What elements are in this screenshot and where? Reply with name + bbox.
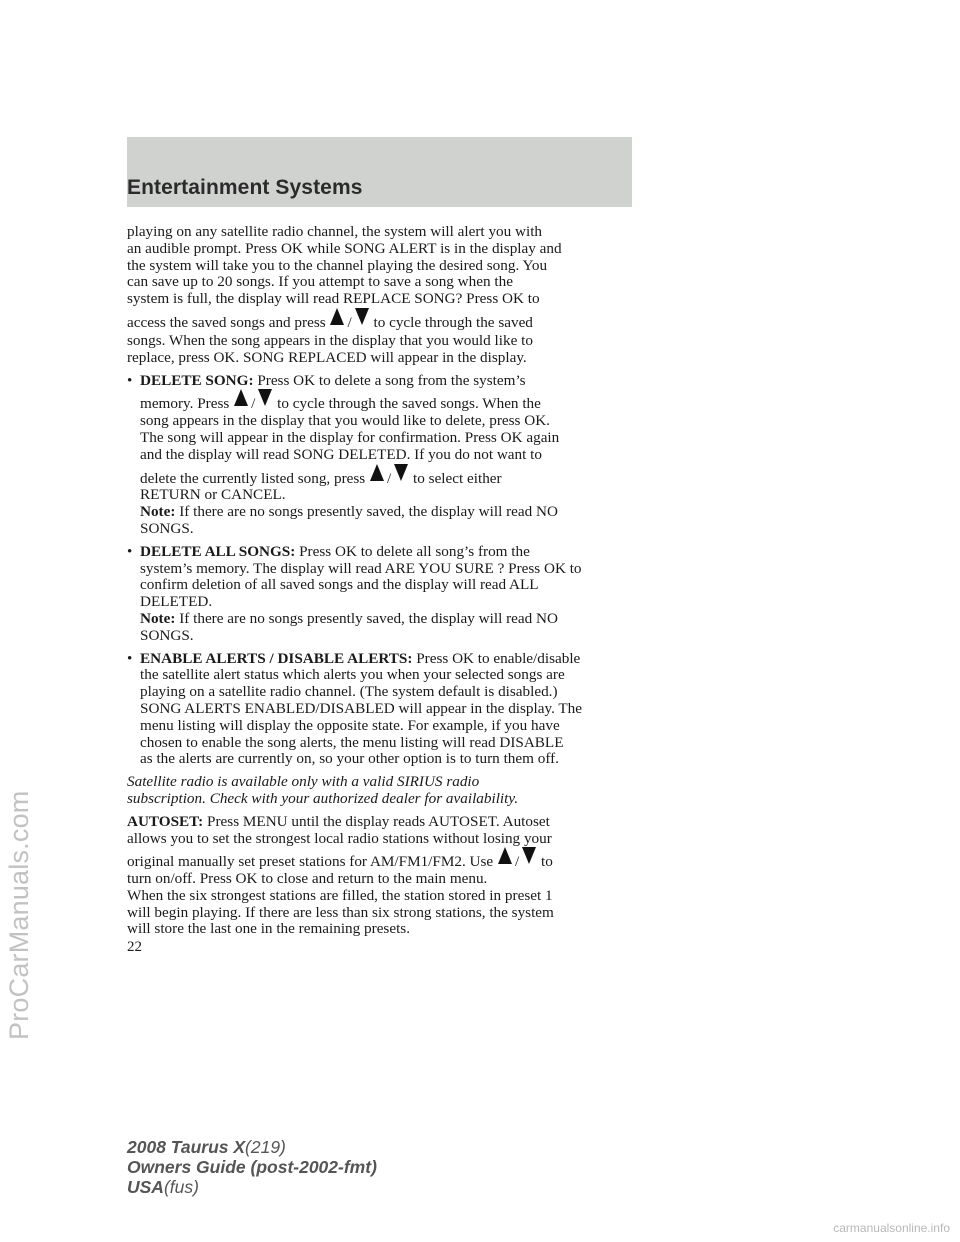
text-line: Press OK to enable/disable [416,649,581,667]
arrow-up-icon [234,389,248,406]
text-line: Press MENU until the display reads AUTOSET. Autoset [207,812,550,830]
watermark: ProCarManuals.com [4,790,34,1040]
text-line: chosen to enable the song alerts, the menu listing will read DISABLE [140,733,564,751]
text-line: If there are no songs presently saved, the display will read NO [179,503,558,521]
text-line: subscription. Check with your authorized dealer for availability. [127,789,519,807]
text-line: playing on a satellite radio channel. (The system default is disabled.) [140,683,558,701]
text-line: to [541,853,553,871]
bullet-enable-disable-alerts [127,651,639,769]
footer-model-code: (219) [245,1137,286,1157]
text-line: menu listing will display the opposite state. For example, if you have [140,716,560,734]
text-line: Press OK to delete a song from the system’s [257,371,526,389]
text-line: allows you to set the strongest local radio stations without losing your [127,829,552,847]
sirius-availability-note [127,774,639,808]
text-line: original manually set preset stations for AM/FM1/FM2. Use [127,853,494,871]
footer-model: 2008 Taurus X [127,1137,246,1157]
text-line: confirm deletion of all saved songs and the display will read ALL [140,576,539,594]
arrow-down-icon [522,847,536,864]
bullet-label: ENABLE ALERTS / DISABLE ALERTS: [140,649,413,667]
text-line: to cycle through the saved [373,313,533,331]
text-line: memory. Press [140,395,230,413]
bullet-label: DELETE ALL SONGS: [140,542,296,560]
bullet-icon: • [127,649,133,667]
text-line: If there are no songs presently saved, the display will read NO [179,609,558,627]
text-line: system’s memory. The display will read ARE YOU SURE ? Press OK to [140,559,582,577]
arrow-down-icon [394,464,408,481]
text-line: access the saved songs and press [127,313,326,331]
note-label: Note: [140,609,176,627]
text-line: replace, press OK. SONG REPLACED will appear in the display. [127,348,527,366]
paragraph-autoset [127,814,639,939]
footer-region-line [127,1177,377,1197]
text-line: SONGS. [140,519,194,537]
text-line: system is full, the display will read REPLACE SONG? Press OK to [127,290,540,308]
text-line: delete the currently listed song, press [140,469,366,487]
footer-region-code: (fus) [163,1177,199,1197]
arrow-down-icon [355,308,369,325]
text-line: to cycle through the saved songs. When the [277,395,541,413]
slash-separator: / [347,313,352,331]
footer-model-line [127,1137,377,1157]
text-line: The song will appear in the display for confirmation. Press OK again [140,428,560,446]
text-line: an audible prompt. Press OK while SONG ALERT is in the display and [127,239,562,257]
footer-info [127,1137,377,1197]
text-line: turn on/off. Press OK to close and return to the main menu. [127,870,488,888]
autoset-label: AUTOSET: [127,812,204,830]
page-number: 22 [127,939,142,955]
footer-region: USA [127,1177,164,1197]
text-line: playing on any satellite radio channel, the system will alert you with [127,223,543,240]
text-line: songs. When the song appears in the display that you would like to [127,331,533,349]
text-line: Satellite radio is available only with a valid SIRIUS radio [127,773,480,791]
slash-separator: / [251,395,256,413]
text-line: song appears in the display that you would like to delete, press OK. [140,412,550,430]
text-line: to select either [413,469,502,487]
bullet-delete-all-songs [127,544,639,645]
text-line: will begin playing. If there are less than six strong stations, the system [127,903,554,921]
text-line: SONGS. [140,626,194,644]
arrow-up-icon [370,464,384,481]
bullet-label: DELETE SONG: [140,371,254,389]
paragraph-song-save [127,224,639,367]
text-line: will store the last one in the remaining presets. [127,920,411,938]
text-line: RETURN or CANCEL. [140,486,286,504]
body-text [127,224,639,938]
bullet-delete-song [127,373,639,538]
section-title: Entertainment Systems [127,176,363,199]
text-line: SONG ALERTS ENABLED/DISABLED will appear in the display. The [140,699,583,717]
text-line: and the display will read SONG DELETED. If you do not want to [140,445,542,463]
text-line: as the alerts are currently on, so your other option is to turn them off. [140,750,559,768]
arrow-up-icon [330,308,344,325]
bullet-icon: • [127,542,133,560]
slash-separator: / [387,469,392,487]
footer-site: carmanualsonline.info [833,1221,950,1235]
text-line: can save up to 20 songs. If you attempt to save a song when the [127,273,513,291]
text-line: the system will take you to the channel playing the desired song. You [127,256,548,274]
arrow-down-icon [258,389,272,406]
footer-guide: Owners Guide (post-2002-fmt) [127,1157,377,1177]
slash-separator: / [514,853,520,871]
footer-guide-line [127,1157,377,1177]
arrow-up-icon [498,847,512,864]
text-line: Press OK to delete all song’s from the [299,542,530,560]
text-line: DELETED. [140,593,213,611]
text-line: the satellite alert status which alerts you when your selected songs are [140,666,565,684]
text-line: When the six strongest stations are filled, the station stored in preset 1 [127,886,553,904]
note-label: Note: [140,503,176,521]
bullet-icon: • [127,371,133,389]
